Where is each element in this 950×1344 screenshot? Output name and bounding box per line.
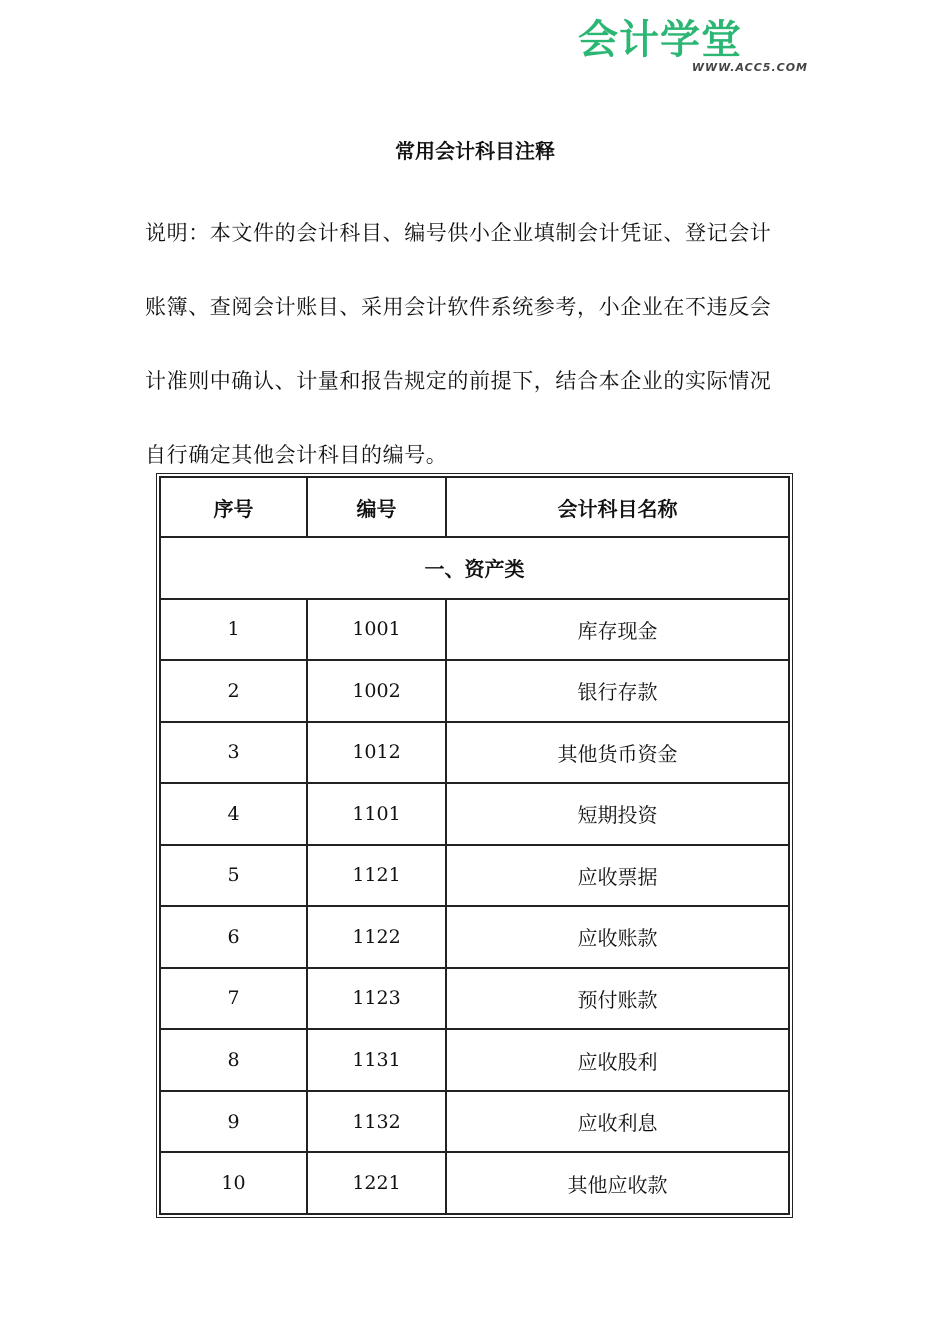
table-row: [160, 845, 789, 907]
cell-seq: 8: [160, 1029, 307, 1091]
brand-logo: [578, 18, 810, 76]
header-seq: 序号: [160, 477, 307, 537]
cell-code: 1131: [307, 1029, 446, 1091]
category-label: 一、资产类: [160, 537, 789, 599]
cell-account-name: 应收账款: [446, 906, 789, 968]
intro-line: 计准则中确认、计量和报告规定的前提下，结合本企业的实际情况: [145, 369, 772, 393]
cell-seq: 9: [160, 1091, 307, 1153]
cell-account-name: 短期投资: [446, 783, 789, 845]
cell-account-name: 其他货币资金: [446, 722, 789, 784]
table-row: [160, 1029, 789, 1091]
table-row: [160, 1152, 789, 1214]
table-row: [160, 968, 789, 1030]
header-code: 编号: [307, 477, 446, 537]
cell-code: 1123: [307, 968, 446, 1030]
header-account-name: 会计科目名称: [446, 477, 789, 537]
cell-account-name: 应收利息: [446, 1091, 789, 1153]
accounts-table-frame: [156, 473, 793, 1218]
table-row: [160, 906, 789, 968]
table-row: [160, 660, 789, 722]
cell-account-name: 预付账款: [446, 968, 789, 1030]
cell-code: 1221: [307, 1152, 446, 1214]
category-row: [160, 537, 789, 599]
cell-code: 1122: [307, 906, 446, 968]
intro-line: 自行确定其他会计科目的编号。: [145, 443, 448, 467]
cell-account-name: 应收票据: [446, 845, 789, 907]
cell-code: 1012: [307, 722, 446, 784]
cell-account-name: 其他应收款: [446, 1152, 789, 1214]
cell-seq: 2: [160, 660, 307, 722]
cell-code: 1002: [307, 660, 446, 722]
intro-line: 账簿、查阅会计账目、采用会计软件系统参考，小企业在不违反会: [145, 295, 772, 319]
cell-seq: 4: [160, 783, 307, 845]
table-row: [160, 783, 789, 845]
cell-seq: 6: [160, 906, 307, 968]
cell-seq: 1: [160, 599, 307, 661]
cell-account-name: 库存现金: [446, 599, 789, 661]
cell-seq: 10: [160, 1152, 307, 1214]
table-row: [160, 1091, 789, 1153]
cell-account-name: 应收股利: [446, 1029, 789, 1091]
cell-account-name: 银行存款: [446, 660, 789, 722]
cell-code: 1001: [307, 599, 446, 661]
accounts-table: [159, 476, 790, 1215]
document-title: 常用会计科目注释: [395, 139, 555, 163]
cell-code: 1121: [307, 845, 446, 907]
intro-line: 说明：本文件的会计科目、编号供小企业填制会计凭证、登记会计: [145, 221, 772, 245]
logo-text: 会计学堂: [578, 17, 742, 63]
cell-code: 1101: [307, 783, 446, 845]
cell-seq: 3: [160, 722, 307, 784]
intro-paragraph: [145, 196, 807, 492]
table-header-row: [160, 477, 789, 537]
cell-code: 1132: [307, 1091, 446, 1153]
table-row: [160, 599, 789, 661]
logo-url: WWW.ACC5.COM: [691, 61, 808, 74]
cell-seq: 7: [160, 968, 307, 1030]
table-row: [160, 722, 789, 784]
cell-seq: 5: [160, 845, 307, 907]
